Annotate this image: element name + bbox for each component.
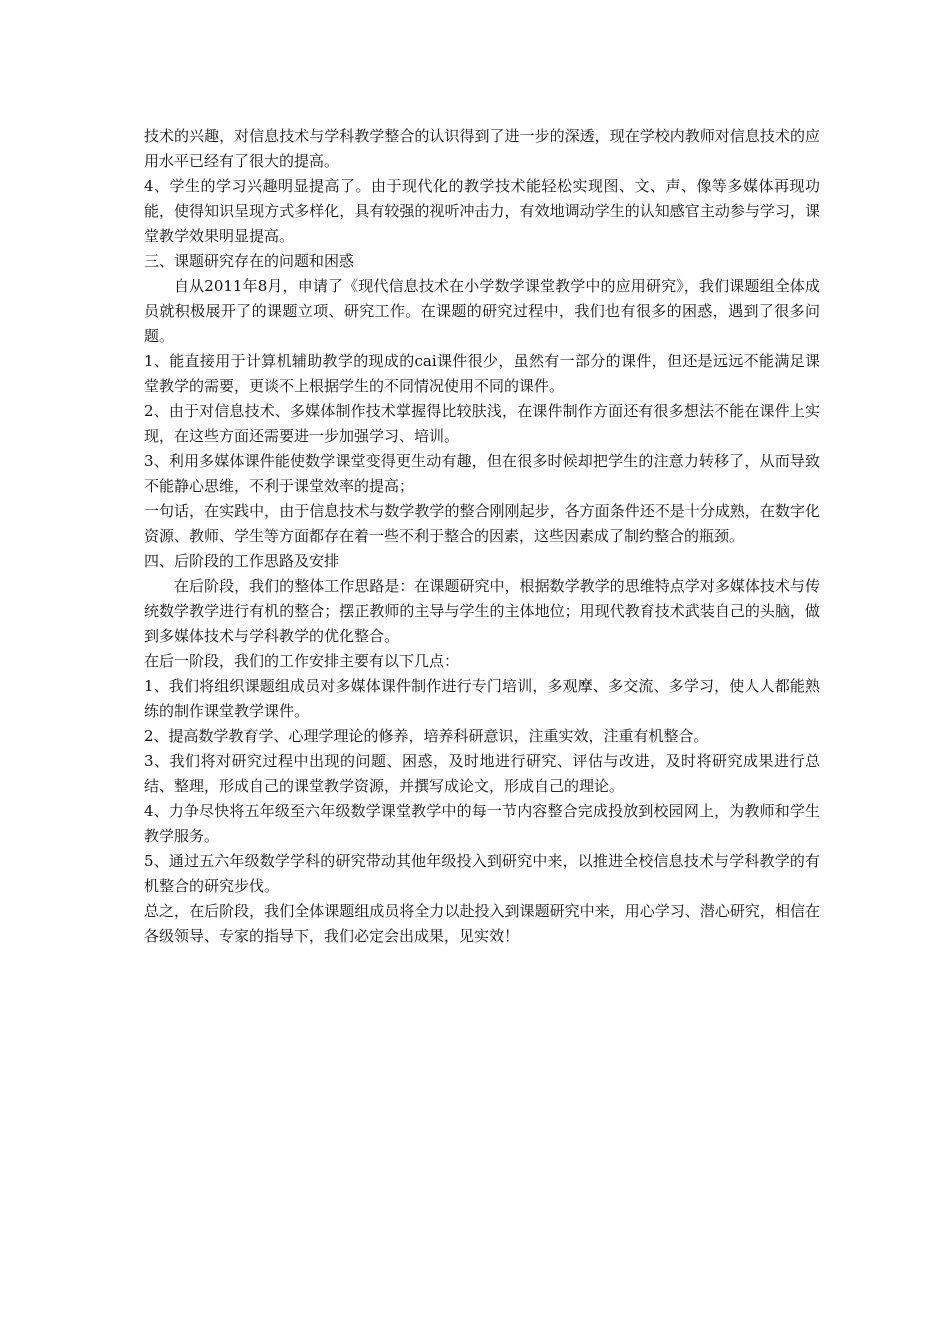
- paragraph-problem-1: 1、能直接用于计算机辅助教学的现成的cai课件很少，虽然有一部分的课件，但还是远远不能满足课堂教学的需要，更谈不上根据学生的不同情况使用不同的课件。: [144, 352, 820, 395]
- paragraph-plan-5: 5、通过五六年级数学学科的研究带动其他年级投入到研究中来，以推进全校信息技术与学科教学的有机整合的研究步伐。: [144, 852, 820, 895]
- section-heading-problems: 三、课题研究存在的问题和困惑: [144, 252, 355, 270]
- paragraph-summary-problems: 一句话，在实践中，由于信息技术与数学教学的整合刚刚起步，各方面条件还不是十分成熟，在数字化资源、教师、学生等方面都存在着一些不利于整合的因素，这些因素成了制约整合的瓶颈。: [144, 502, 820, 545]
- paragraph-plan-overview: 在后阶段，我们的整体工作思路是：在课题研究中，根据数学教学的思维特点学对多媒体技术与传统数学教学进行有机的整合；摆正教师的主导与学生的主体地位；用现代教育技术武装自己的头脑，做到多媒体技术与学科教学的优化整合。: [144, 577, 820, 645]
- paragraph-item-4-student-interest: 4、学生的学习兴趣明显提高了。由于现代化的教学技术能轻松实现图、文、声、像等多媒体再现功能，使得知识呈现方式多样化，具有较强的视听冲击力，有效地调动学生的认知感官主动参与学习，课堂教学效果明显提高。: [144, 177, 820, 245]
- paragraph-plan-intro: 在后一阶段，我们的工作安排主要有以下几点：: [144, 652, 460, 670]
- document-body: [144, 124, 820, 949]
- paragraph-problem-3: 3、利用多媒体课件能使数学课堂变得更生动有趣，但在很多时候却把学生的注意力转移了，从而导致不能静心思维，不利于课堂效率的提高；: [144, 452, 820, 495]
- paragraph-intro-problems: 自从2011年8月，申请了《现代信息技术在小学数学课堂教学中的应用研究》，我们课题组全体成员就积极展开了的课题立项、研究工作。在课题的研究过程中，我们也有很多的困惑，遇到了很多问题。: [144, 277, 820, 345]
- paragraph-problem-2: 2、由于对信息技术、多媒体制作技术掌握得比较肤浅，在课件制作方面还有很多想法不能在课件上实现，在这些方面还需要进一步加强学习、培训。: [144, 402, 820, 445]
- paragraph-plan-2: 2、提高数学教育学、心理学理论的修养，培养科研意识，注重实效，注重有机整合。: [144, 727, 709, 745]
- paragraph-plan-3: 3、我们将对研究过程中出现的问题、困惑，及时地进行研究、评估与改进，及时将研究成果进行总结、整理，形成自己的课堂教学资源，并撰写成论文，形成自己的理论。: [144, 752, 820, 795]
- paragraph-conclusion: 总之，在后阶段，我们全体课题组成员将全力以赴投入到课题研究中来，用心学习、潜心研究，相信在各级领导、专家的指导下，我们必定会出成果，见实效！: [144, 902, 820, 945]
- paragraph-continuation: 技术的兴趣，对信息技术与学科教学整合的认识得到了进一步的深透，现在学校内教师对信息技术的应用水平已经有了很大的提高。: [144, 127, 820, 170]
- paragraph-plan-4: 4、力争尽快将五年级至六年级数学课堂教学中的每一节内容整合完成投放到校园网上，为教师和学生教学服务。: [144, 802, 820, 845]
- section-heading-plans: 四、后阶段的工作思路及安排: [144, 552, 340, 570]
- paragraph-plan-1: 1、我们将组织课题组成员对多媒体课件制作进行专门培训，多观摩、多交流、多学习，使人人都能熟练的制作课堂教学课件。: [144, 677, 820, 720]
